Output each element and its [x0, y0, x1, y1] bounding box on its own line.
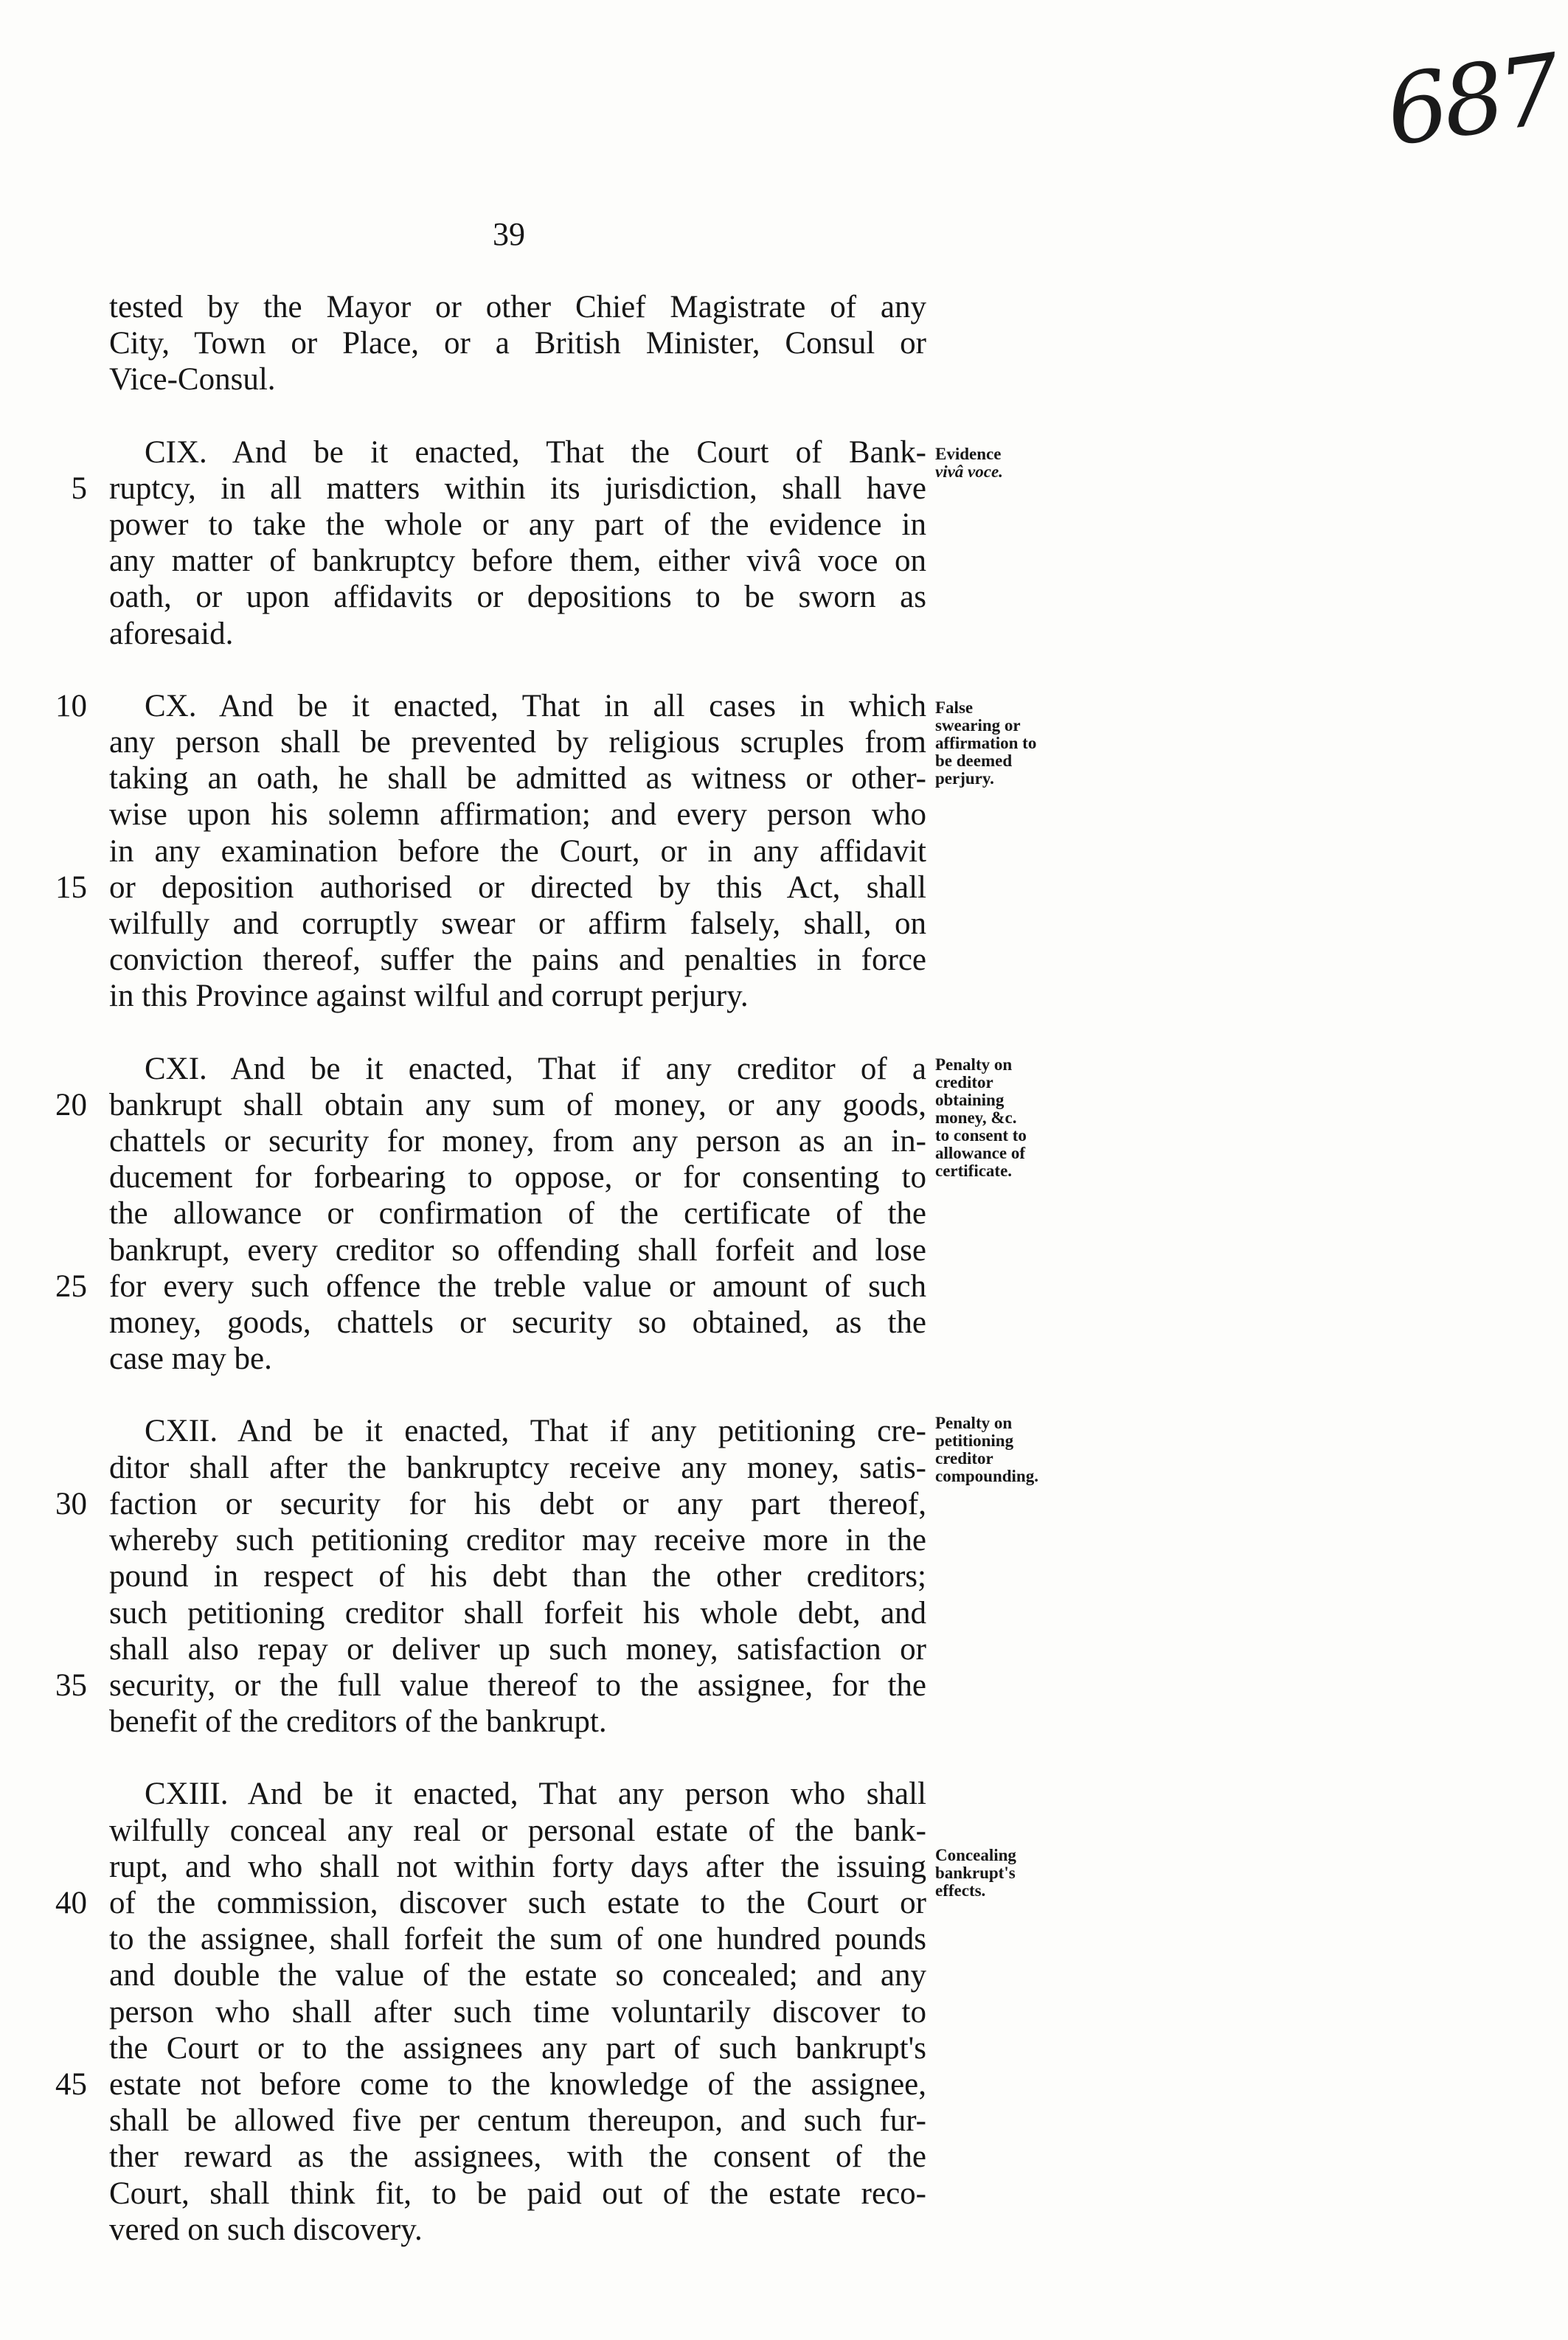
text-line: money, goods, chattels or security so obtained, as the [109, 1305, 926, 1341]
text-line: power to take the whole or any part of the evidence in [109, 507, 926, 543]
text-line: wilfully conceal any real or personal estate of the bank- [109, 1813, 926, 1848]
text-line: chattels or security for money, from any person as an in- [109, 1124, 926, 1159]
text-line: Vice-Consul. [109, 362, 276, 397]
text-line: person who shall after such time voluntarily discover to [109, 1994, 926, 2030]
text-line: any person shall be prevented by religious scruples from [109, 725, 926, 760]
text-line: ther reward as the assignees, with the consent of the [109, 2139, 926, 2175]
paragraph-section-cxi [55, 1051, 926, 1378]
text-line: tested by the Mayor or other Chief Magistrate of any [109, 290, 926, 324]
text-line: in any examination before the Court, or in any affidavit [109, 833, 926, 869]
text-line: wilfully and corruptly swear or affirm falsely, shall, on [109, 906, 926, 942]
text-line: and double the value of the estate so concealed; and any [109, 1958, 926, 1993]
paragraph-section-cxii [55, 1413, 926, 1740]
text-line: bankrupt, every creditor so offending shall forfeit and lose [109, 1232, 926, 1268]
margin-note-concealing-effects: Concealing bankrupt's effects. [935, 1846, 1016, 1900]
line-number: 40 [55, 1885, 87, 1920]
text-line: CXII. And be it enacted, That if any petitioning cre- [145, 1414, 926, 1449]
text-line: oath, or upon affidavits or depositions to be sworn as [109, 580, 926, 615]
paragraph-preamble [109, 289, 926, 398]
page-number: 39 [493, 216, 525, 252]
text-line: whereby such petitioning creditor may receive more in the [109, 1523, 926, 1558]
text-line: City, Town or Place, or a British Minister, Consul or [109, 326, 926, 361]
text-line: CXI. And be it enacted, That if any creditor of a [145, 1051, 926, 1086]
text-line: pound in respect of his debt than the other creditors; [109, 1559, 926, 1594]
text-line: wise upon his solemn affirmation; and every person who [109, 797, 926, 833]
margin-note-evidence: Evidence vivâ voce. [935, 445, 1003, 481]
text-line: ruptcy, in all matters within its jurisdiction, shall have [109, 471, 926, 506]
line-number: 20 [55, 1087, 87, 1122]
paragraph-section-cxiii [55, 1776, 926, 2248]
line-number: 15 [55, 869, 87, 905]
text-line: taking an oath, he shall be admitted as witness or other- [109, 761, 926, 796]
text-line: Court, shall think fit, to be paid out of the estate reco- [109, 2176, 926, 2211]
text-line: ducement for forbearing to oppose, or for consenting to [109, 1160, 926, 1195]
line-number: 10 [55, 688, 87, 723]
text-line: shall be allowed five per centum thereupon, and such fur- [109, 2103, 926, 2139]
text-line: bankrupt shall obtain any sum of money, or any goods, [109, 1087, 926, 1122]
text-line: CXIII. And be it enacted, That any person who shall [145, 1777, 926, 1812]
margin-note-false-swearing: False swearing or affirmation to be deemed perjury. [935, 698, 1037, 788]
margin-note-petitioning-creditor: Penalty on petitioning creditor compounding. [935, 1414, 1038, 1485]
line-number: 45 [55, 2066, 87, 2102]
text-line: for every such offence the treble value or amount of such [109, 1268, 926, 1304]
paragraph-section-cix [71, 434, 926, 652]
text-line: or deposition authorised or directed by this Act, shall [109, 869, 926, 905]
text-line: shall also repay or deliver up such money, satisfaction or [109, 1631, 926, 1667]
text-line: vered on such discovery. [109, 2212, 423, 2247]
text-line: case may be. [109, 1341, 272, 1377]
text-line: such petitioning creditor shall forfeit his whole debt, and [109, 1595, 926, 1631]
text-line: faction or security for his debt or any part thereof, [109, 1486, 926, 1521]
text-line: the Court or to the assignees any part of such bankrupt's [109, 2030, 926, 2066]
text-line: benefit of the creditors of the bankrupt. [109, 1704, 607, 1740]
handwritten-folio-number: 687 [1379, 32, 1564, 168]
text-line: conviction thereof, suffer the pains and penalties in force [109, 942, 926, 978]
text-line: to the assignee, shall forfeit the sum of one hundred pounds [109, 1922, 926, 1957]
paragraph-section-cx [55, 688, 926, 1015]
text-line: rupt, and who shall not within forty days after the issuing [109, 1849, 926, 1884]
text-line: CX. And be it enacted, That in all cases in which [145, 688, 926, 723]
text-line: in this Province against wilful and corrupt perjury. [109, 979, 749, 1014]
line-number: 30 [55, 1486, 87, 1521]
text-line: CIX. And be it enacted, That the Court of Bank- [145, 434, 926, 470]
line-number: 5 [71, 471, 87, 506]
main-text-column [55, 289, 926, 2248]
line-number: 25 [55, 1268, 87, 1304]
text-line: the allowance or confirmation of the certificate of the [109, 1196, 926, 1232]
line-number: 35 [55, 1667, 87, 1703]
text-line: ditor shall after the bankruptcy receive any money, satis- [109, 1450, 926, 1485]
text-line: any matter of bankruptcy before them, either vivâ voce on [109, 544, 926, 579]
text-line: security, or the full value thereof to the assignee, for the [109, 1667, 926, 1703]
margin-note-penalty-creditor-obtaining: Penalty on creditor obtaining money, &c. to consent to allowance of certificate. [935, 1055, 1027, 1180]
text-line: estate not before come to the knowledge of the assignee, [109, 2066, 926, 2102]
text-line: aforesaid. [109, 616, 234, 651]
text-line: of the commission, discover such estate to the Court or [109, 1885, 926, 1920]
